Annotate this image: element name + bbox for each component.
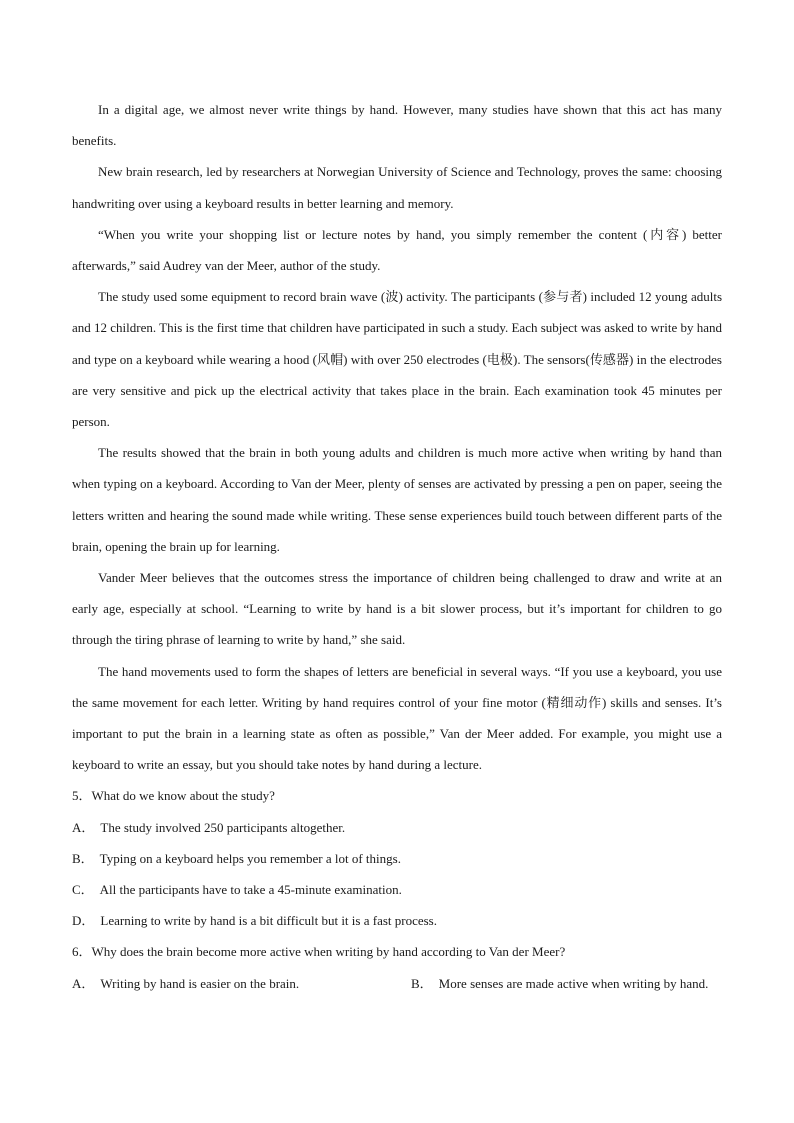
question-6 [72, 936, 722, 998]
option-label: D． [72, 913, 95, 929]
question-6-options-row [72, 968, 722, 999]
passage-paragraph-5: The results showed that the brain in both young adults and children is much more active when writing by hand than when typing on a keyboard. According to Van der Meer, plenty of senses are activated by pressing a pen on paper, seeing the letters written and hearing the sound made while writing. These sense experiences build touch between different parts of the brain, opening the brain up for learning. [72, 445, 722, 554]
question-5-option-b[interactable] [72, 843, 722, 874]
question-5 [72, 780, 722, 936]
option-label: A． [72, 975, 95, 991]
passage-paragraph-1: In a digital age, we almost never write things by hand. However, many studies have shown that this act has many benefits. [72, 102, 722, 149]
option-text: More senses are made active when writing by hand. [438, 975, 709, 991]
question-6-stem: 6．Why does the brain become more active when writing by hand according to Van der Meer? [72, 944, 566, 960]
question-5-option-d[interactable] [72, 905, 722, 936]
option-label: A． [72, 819, 95, 835]
option-text: Learning to write by hand is a bit difficult but it is a fast process. [100, 913, 437, 929]
passage-paragraph-6: Vander Meer believes that the outcomes stress the importance of children being challenged to draw and write at an early age, especially at school. “Learning to write by hand is a bit slower process, but it’s important for children to go through the tiring phrase of learning to write by hand,” she said. [72, 570, 722, 648]
question-5-stem: 5．What do we know about the study? [72, 788, 275, 804]
exam-page [72, 94, 722, 999]
option-label: C． [72, 882, 94, 898]
reading-passage [72, 94, 722, 780]
passage-paragraph-3: “When you write your shopping list or lecture notes by hand, you simply remember the content (内容) better afterwards,” said Audrey van der Meer, author of the study. [72, 226, 722, 274]
option-label: B． [411, 975, 433, 991]
option-text: The study involved 250 participants altogether. [100, 819, 346, 835]
question-6-option-a[interactable] [72, 968, 411, 999]
question-6-option-b[interactable] [411, 968, 722, 999]
option-label: B． [72, 850, 94, 866]
passage-paragraph-2: New brain research, led by researchers at Norwegian University of Science and Technology, proves the same: choosing handwriting over using a keyboard results in better learning and memory. [72, 164, 722, 211]
passage-paragraph-7: The hand movements used to form the shapes of letters are beneficial in several ways. “If you use a keyboard, you use the same movement for each letter. Writing by hand requires control of your fine motor (精细动作) skills and senses. It’s important to put the brain in a learning state as often as possible,” Van der Meer added. For example, you might use a keyboard to write an essay, but you should take notes by hand during a lecture. [72, 663, 722, 773]
question-5-option-a[interactable] [72, 812, 722, 843]
passage-paragraph-4: The study used some equipment to record brain wave (波) activity. The participants (参与者) included 12 young adults and 12 children. This is the first time that children have participated in such a study. Each subject was asked to write by hand and type on a keyboard while wearing a hood (风帽) with over 250 electrodes (电极). The sensors(传感器) in the electrodes are very sensitive and pick up the electrical activity that takes place in the brain. Each examination took 45 minutes per person. [72, 289, 722, 430]
option-text: Typing on a keyboard helps you remember a lot of things. [99, 850, 401, 866]
option-text: All the participants have to take a 45-minute examination. [99, 882, 402, 898]
question-5-option-c[interactable] [72, 874, 722, 905]
option-text: Writing by hand is easier on the brain. [100, 975, 300, 991]
